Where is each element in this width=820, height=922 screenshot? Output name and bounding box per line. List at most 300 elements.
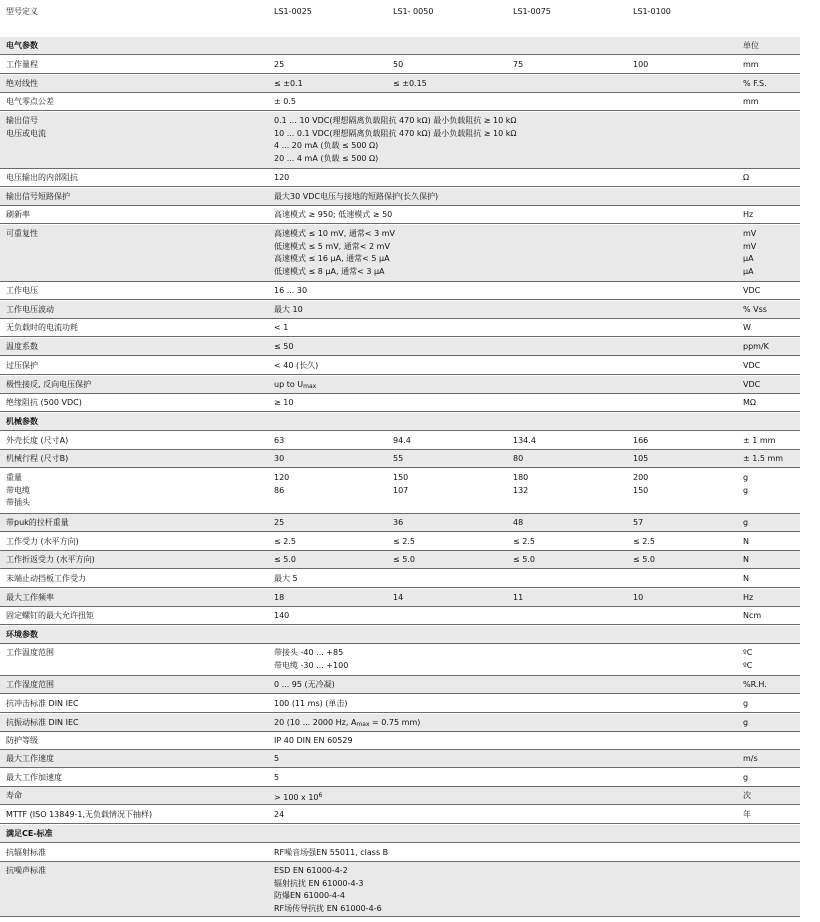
unit-value: [743, 397, 756, 410]
shared-value-line: 0.1 ... 10 VDC(理想隔离负载阻抗 470 kΩ) 最小负载阻抗 ≥ 10 kΩ: [274, 116, 517, 125]
unit-value: [743, 790, 751, 803]
unit-value: [743, 379, 760, 392]
parameter-label-line: 重量: [6, 473, 22, 482]
shared-value: [274, 285, 307, 298]
model-value: [274, 453, 284, 466]
shared-value-line: 20 ... 4 mA (负载 ≤ 500 Ω): [274, 153, 379, 163]
unit-value-line: g: [743, 773, 749, 782]
parameter-label-line: 防护等级: [6, 736, 38, 745]
shared-value: [274, 573, 298, 586]
model-value-line: ≤ ±0.15: [393, 79, 427, 88]
shared-value-line: 140: [274, 611, 290, 620]
model-value-line: 48: [513, 518, 524, 527]
section-title: 环境参数: [6, 630, 38, 639]
spec-row: [0, 394, 800, 412]
parameter-label: [6, 573, 86, 586]
model-value-line: ≤ 2.5: [513, 537, 535, 546]
parameter-label: [6, 397, 82, 410]
parameter-label-line: 外壳长度 (尺寸A): [6, 436, 69, 445]
shared-value: [274, 717, 420, 732]
model-value-line: 25: [274, 60, 285, 69]
spec-row: [0, 589, 800, 607]
parameter-label-line: 绝对线性: [6, 79, 38, 88]
parameter-label: [6, 753, 54, 766]
parameter-label: [6, 435, 68, 448]
parameter-label: [6, 304, 54, 317]
parameter-label: [6, 59, 38, 72]
model-value: [513, 453, 523, 466]
parameter-label-line: 电压或电流: [6, 128, 46, 138]
shared-value-line: 4 ... 20 mA (负载 ≤ 500 Ω): [274, 141, 379, 150]
unit-value: [743, 78, 767, 91]
unit-value: [743, 809, 751, 822]
unit-value: [743, 753, 758, 766]
unit-value-line: 年: [743, 810, 751, 819]
unit-value: [743, 592, 753, 605]
unit-value-line: mm: [743, 97, 759, 106]
spec-row: [0, 206, 800, 224]
shared-value: [274, 647, 348, 672]
parameter-label: [6, 78, 38, 91]
model-value: [633, 59, 648, 72]
parameter-label-line: 输出信号: [6, 116, 38, 125]
model-value-line: 107: [393, 485, 409, 495]
parameter-label: [6, 322, 78, 335]
parameter-label: [6, 96, 54, 109]
spec-row: [0, 570, 800, 588]
unit-value-line: VDC: [743, 361, 761, 370]
shared-value-line: 最大 5: [274, 574, 298, 583]
shared-value-line: 10 ... 0.1 VDC(理想隔离负载阻抗 470 kΩ) 最小负载阻抗 ≥ 10 kΩ: [274, 128, 517, 138]
model-value-line: ≤ 2.5: [274, 537, 296, 546]
shared-value-text: > 100 x 10: [274, 793, 319, 802]
shared-value-line: [274, 379, 316, 394]
model-value-line: 75: [513, 60, 524, 69]
shared-value: [274, 209, 392, 222]
parameter-label-line: 工作折返受力 (水平方向): [6, 555, 95, 564]
model-value-line: ≤ 5.0: [274, 555, 296, 564]
spec-row: [0, 514, 800, 532]
unit-value-line: ºC: [743, 660, 753, 670]
header-label: 型号定义: [6, 7, 38, 16]
shared-value: [274, 341, 293, 354]
shared-value-line: 高速模式 ≥ 950; 低速模式 ≥ 50: [274, 210, 393, 219]
spec-row: [0, 225, 800, 282]
parameter-label-line: 固定螺钉的最大允许扭矩: [6, 611, 94, 620]
unit-value-line: N: [743, 555, 749, 564]
model-value: [274, 517, 284, 530]
shared-value: [274, 790, 322, 805]
spec-row: [0, 301, 800, 319]
model-value-line: 14: [393, 593, 404, 602]
parameter-label: [6, 847, 46, 860]
shared-value-line: 低速模式 ≤ 5 mV, 通常< 2 mV: [274, 241, 390, 251]
model-value: [633, 435, 648, 448]
shared-value: [274, 847, 388, 860]
model-value: [633, 517, 643, 530]
spec-row: [0, 93, 800, 111]
spec-row: [0, 169, 800, 187]
parameter-label: [6, 472, 30, 510]
model-col-1: LS1-0025: [274, 7, 312, 16]
shared-value: [274, 115, 517, 165]
unit-value-line: VDC: [743, 286, 761, 295]
unit-value: [743, 698, 748, 711]
model-value-line: 150: [393, 473, 409, 482]
parameter-label: [6, 592, 54, 605]
model-value: [274, 59, 284, 72]
unit-value-line: Ncm: [743, 611, 762, 620]
parameter-label-line: 工作受力 (水平方向): [6, 537, 79, 546]
spec-row: [0, 825, 800, 843]
spec-row: [0, 750, 800, 768]
parameter-label-line: 极性接反, 反向电压保护: [6, 380, 92, 389]
shared-value: [274, 379, 316, 394]
model-value: [274, 435, 284, 448]
model-value: [393, 78, 427, 91]
spec-row: [0, 75, 800, 93]
unit-value: [743, 228, 756, 278]
shared-value-line: 16 ... 30: [274, 286, 308, 295]
spec-row: [0, 37, 800, 55]
shared-value-line: 120: [274, 173, 290, 182]
unit-value: [743, 453, 783, 466]
unit-value: [743, 573, 749, 586]
model-value: [393, 554, 415, 567]
parameter-label: [6, 809, 152, 822]
parameter-label-line: 抗振动标准 DIN IEC: [6, 718, 79, 727]
unit-value: [743, 536, 749, 549]
model-value-line: 150: [633, 485, 649, 495]
spec-row: [0, 338, 800, 356]
parameter-label-line: 最大工作加速度: [6, 773, 62, 782]
model-value-line: 105: [633, 454, 649, 463]
unit-value: [743, 717, 748, 730]
parameter-label-line: 带电缆: [6, 485, 30, 495]
model-value-line: 36: [393, 518, 404, 527]
model-value-line: ≤ 2.5: [393, 537, 415, 546]
model-value: [393, 472, 408, 497]
shared-value: [274, 698, 348, 711]
model-value: [393, 517, 403, 530]
model-value: [274, 592, 284, 605]
unit-value-line: g: [743, 485, 749, 495]
model-value: [274, 536, 296, 549]
parameter-label: [6, 517, 69, 530]
parameter-label-line: 工作电压波动: [6, 305, 54, 314]
subscript: max: [356, 721, 370, 728]
model-value: [274, 472, 289, 497]
spec-row: [0, 282, 800, 300]
model-value: [633, 592, 643, 605]
unit-value-line: N: [743, 574, 749, 583]
parameter-label: [6, 698, 79, 711]
model-value: [513, 59, 523, 72]
unit-value-line: ºC: [743, 648, 753, 657]
parameter-label: [6, 379, 91, 392]
shared-value: [274, 809, 284, 822]
model-value-line: ≤ 2.5: [633, 537, 655, 546]
shared-value: [274, 172, 289, 185]
model-value: [274, 554, 296, 567]
spec-row: [0, 806, 800, 824]
parameter-label-line: 带插头: [6, 498, 30, 507]
parameter-label-line: 抗辐射标准: [6, 848, 46, 857]
model-value-line: 57: [633, 518, 644, 527]
parameter-label: [6, 115, 46, 140]
model-value-line: 134.4: [513, 436, 536, 445]
spec-row: [0, 626, 800, 644]
parameter-label-line: 刷新率: [6, 210, 30, 219]
superscript: 6: [318, 792, 323, 799]
parameter-label-line: 绝缘阻抗 (500 VDC): [6, 398, 82, 407]
shared-value-text: up to U: [274, 380, 304, 389]
shared-value-line: 高速模式 ≤ 10 mV, 通常< 3 mV: [274, 229, 396, 238]
shared-value-line: 24: [274, 810, 285, 819]
model-value: [633, 536, 655, 549]
unit-value: [743, 341, 769, 354]
model-value-line: 18: [274, 593, 285, 602]
parameter-label: [6, 536, 79, 549]
model-value: [393, 59, 403, 72]
section-title: 满足CE-标准: [6, 829, 53, 838]
spec-row: [0, 607, 800, 625]
parameter-label: [6, 172, 78, 185]
spec-row: [0, 56, 800, 74]
spec-row: [0, 644, 800, 676]
unit-value: [743, 554, 749, 567]
parameter-label-line: 温度系数: [6, 342, 38, 351]
shared-value-line: 高速模式 ≤ 16 μA, 通常< 5 μA: [274, 254, 390, 263]
shared-value-line: ESD EN 61000-4-2: [274, 866, 348, 875]
model-value-line: 180: [513, 473, 529, 482]
shared-value: [274, 772, 279, 785]
parameter-label: [6, 453, 68, 466]
unit-value-line: μA: [743, 254, 754, 263]
shared-value: [274, 610, 289, 623]
unit-value: [743, 610, 761, 623]
parameter-label-line: 过压保护: [6, 361, 38, 370]
parameter-label: [6, 360, 38, 373]
model-value-line: 25: [274, 518, 285, 527]
shared-value-line: 100 (11 ms) (单击): [274, 699, 348, 708]
shared-value: [274, 360, 318, 373]
unit-value: [743, 209, 753, 222]
unit-value-line: μA: [743, 266, 754, 276]
unit-value: [743, 679, 767, 692]
shared-value: [274, 304, 303, 317]
spec-row: [0, 188, 800, 206]
parameter-label: [6, 772, 62, 785]
parameter-label: [6, 209, 30, 222]
model-value: [513, 435, 536, 448]
shared-value-line: 5: [274, 773, 280, 782]
parameter-label-line: 机械行程 (尺寸B): [6, 454, 69, 463]
parameter-label: [6, 228, 38, 241]
section-title: 电气参数: [6, 41, 38, 50]
unit-value-line: m/s: [743, 754, 758, 763]
unit-value: [743, 172, 749, 185]
unit-value-line: Hz: [743, 210, 754, 219]
model-col-4: LS1-0100: [633, 7, 671, 16]
unit-value: [743, 96, 759, 109]
spec-row: [0, 769, 800, 787]
unit-value: [743, 360, 760, 373]
model-value-line: 55: [393, 454, 404, 463]
shared-value-line: ≤ 50: [274, 342, 294, 351]
unit-value-line: %R.H.: [743, 680, 767, 689]
parameter-label: [6, 735, 38, 748]
parameter-label-line: 抗噪声标准: [6, 866, 46, 875]
unit-value-line: ± 1 mm: [743, 436, 776, 445]
parameter-label: [6, 679, 54, 692]
spec-row: [0, 319, 800, 337]
model-value: [393, 536, 415, 549]
unit-value-line: g: [743, 718, 749, 727]
shared-value-text: 20 (10 ... 2000 Hz, A: [274, 718, 357, 727]
spec-row: [0, 714, 800, 732]
shared-value: [274, 865, 382, 915]
unit-value: [743, 59, 759, 72]
section-title: 机械参数: [6, 417, 38, 426]
spec-row: [0, 732, 800, 750]
parameter-label-line: 工作电压: [6, 286, 38, 295]
unit-value: [743, 647, 752, 672]
parameter-label-line: 末端止动挡板工作受力: [6, 574, 86, 583]
shared-value: [274, 679, 335, 692]
shared-value-line: RF场传导抗扰 EN 61000-4-6: [274, 903, 382, 913]
shared-value-line: 5: [274, 754, 280, 763]
shared-value: [274, 322, 288, 335]
shared-value-line: [274, 790, 322, 805]
model-value-line: ≤ 5.0: [633, 555, 655, 564]
unit-value-line: mm: [743, 60, 759, 69]
unit-value: [743, 322, 751, 335]
model-value: [513, 592, 523, 605]
model-value: [633, 472, 648, 497]
parameter-label-line: 带puk的拉杆重量: [6, 518, 69, 527]
shared-value-line: < 1: [274, 323, 289, 332]
parameter-label: [6, 285, 38, 298]
parameter-label-line: 抗冲击标准 DIN IEC: [6, 699, 79, 708]
model-value-line: 30: [274, 454, 285, 463]
shared-value: [274, 735, 353, 748]
parameter-label-line: MTTF (ISO 13849-1,无负载情况下抽样): [6, 810, 153, 819]
unit-value-line: N: [743, 537, 749, 546]
spec-row: [0, 787, 800, 805]
spec-row: [0, 432, 800, 450]
model-value-line: 80: [513, 454, 524, 463]
model-value: [633, 554, 655, 567]
shared-value-line: IP 40 DIN EN 60529: [274, 736, 353, 745]
model-value-line: 166: [633, 436, 649, 445]
unit-value-line: 次: [743, 791, 751, 800]
unit-value: [743, 435, 775, 448]
parameter-label-line: 电压输出的内部阻抗: [6, 173, 78, 182]
shared-value-line: ≥ 10: [274, 398, 294, 407]
spec-row: [0, 862, 800, 917]
unit-heading: 单位: [743, 41, 759, 50]
model-value-line: 200: [633, 473, 649, 482]
shared-value-line: 带电缆 -30 ... +100: [274, 660, 349, 670]
unit-value: [743, 304, 767, 317]
unit-value-line: g: [743, 473, 749, 482]
unit-value-line: ppm/K: [743, 342, 769, 351]
parameter-label: [6, 717, 79, 730]
unit-value: [743, 472, 748, 497]
model-value: [393, 435, 411, 448]
model-value: [633, 453, 648, 466]
model-value-line: ≤ ±0.1: [274, 79, 303, 88]
parameter-label: [6, 647, 54, 660]
shared-value: [274, 191, 438, 204]
shared-value-line: 最大 10: [274, 305, 303, 314]
shared-value-line: RF噪音场强EN 55011, class B: [274, 848, 389, 857]
unit-value-line: Ω: [743, 173, 750, 182]
model-col-3: LS1-0075: [513, 7, 551, 16]
parameter-label-line: 输出信号短路保护: [6, 192, 70, 201]
table-header: [0, 0, 800, 30]
parameter-label-line: 可重复性: [6, 229, 38, 238]
shared-value-line: 辐射抗扰 EN 61000-4-3: [274, 878, 364, 888]
model-value-line: 50: [393, 60, 404, 69]
parameter-label-line: 最大工作速度: [6, 754, 54, 763]
shared-value-line: [274, 717, 420, 732]
unit-value-line: mV: [743, 229, 757, 238]
model-value-line: 120: [274, 473, 290, 482]
spec-row: [0, 112, 800, 169]
parameter-label-line: 工作温度范围: [6, 648, 54, 657]
shared-value-line: 防爆EN 61000-4-4: [274, 891, 345, 900]
parameter-label: [6, 790, 22, 803]
unit-value-line: ± 1.5 mm: [743, 454, 784, 463]
spec-row: [0, 551, 800, 569]
model-col-2: LS1- 0050: [393, 7, 434, 16]
unit-value: [743, 285, 760, 298]
parameter-label-line: 电气零点公差: [6, 97, 54, 106]
parameter-label-line: 工作量程: [6, 60, 38, 69]
spec-row: [0, 376, 800, 394]
shared-value: [274, 397, 293, 410]
unit-value-line: W: [743, 323, 751, 332]
shared-value-line: ± 0.5: [274, 97, 296, 106]
model-value-line: 11: [513, 593, 524, 602]
model-value-line: 10: [633, 593, 644, 602]
parameter-label: [6, 610, 94, 623]
parameter-label-line: 工作湿度范围: [6, 680, 54, 689]
shared-value-line: 最大30 VDC电压与接地的短路保护(长久保护): [274, 192, 439, 201]
spec-row: [0, 357, 800, 375]
model-value-line: ≤ 5.0: [393, 555, 415, 564]
model-value: [513, 536, 535, 549]
model-value-line: 94.4: [393, 436, 411, 445]
model-value-line: 132: [513, 485, 529, 495]
parameter-label: [6, 865, 46, 878]
parameter-label: [6, 191, 70, 204]
unit-value-line: mV: [743, 241, 757, 251]
model-value: [513, 554, 535, 567]
shared-value: [274, 96, 296, 109]
unit-value-line: % F.S.: [743, 79, 767, 88]
shared-value-line: 低速模式 ≤ 8 μA, 通常< 3 μA: [274, 266, 385, 276]
unit-value-line: g: [743, 699, 749, 708]
shared-value: [274, 228, 395, 278]
spec-row: [0, 469, 800, 514]
spec-row: [0, 676, 800, 694]
model-value-line: 100: [633, 60, 649, 69]
unit-value: [743, 772, 748, 785]
spec-row: [0, 533, 800, 551]
